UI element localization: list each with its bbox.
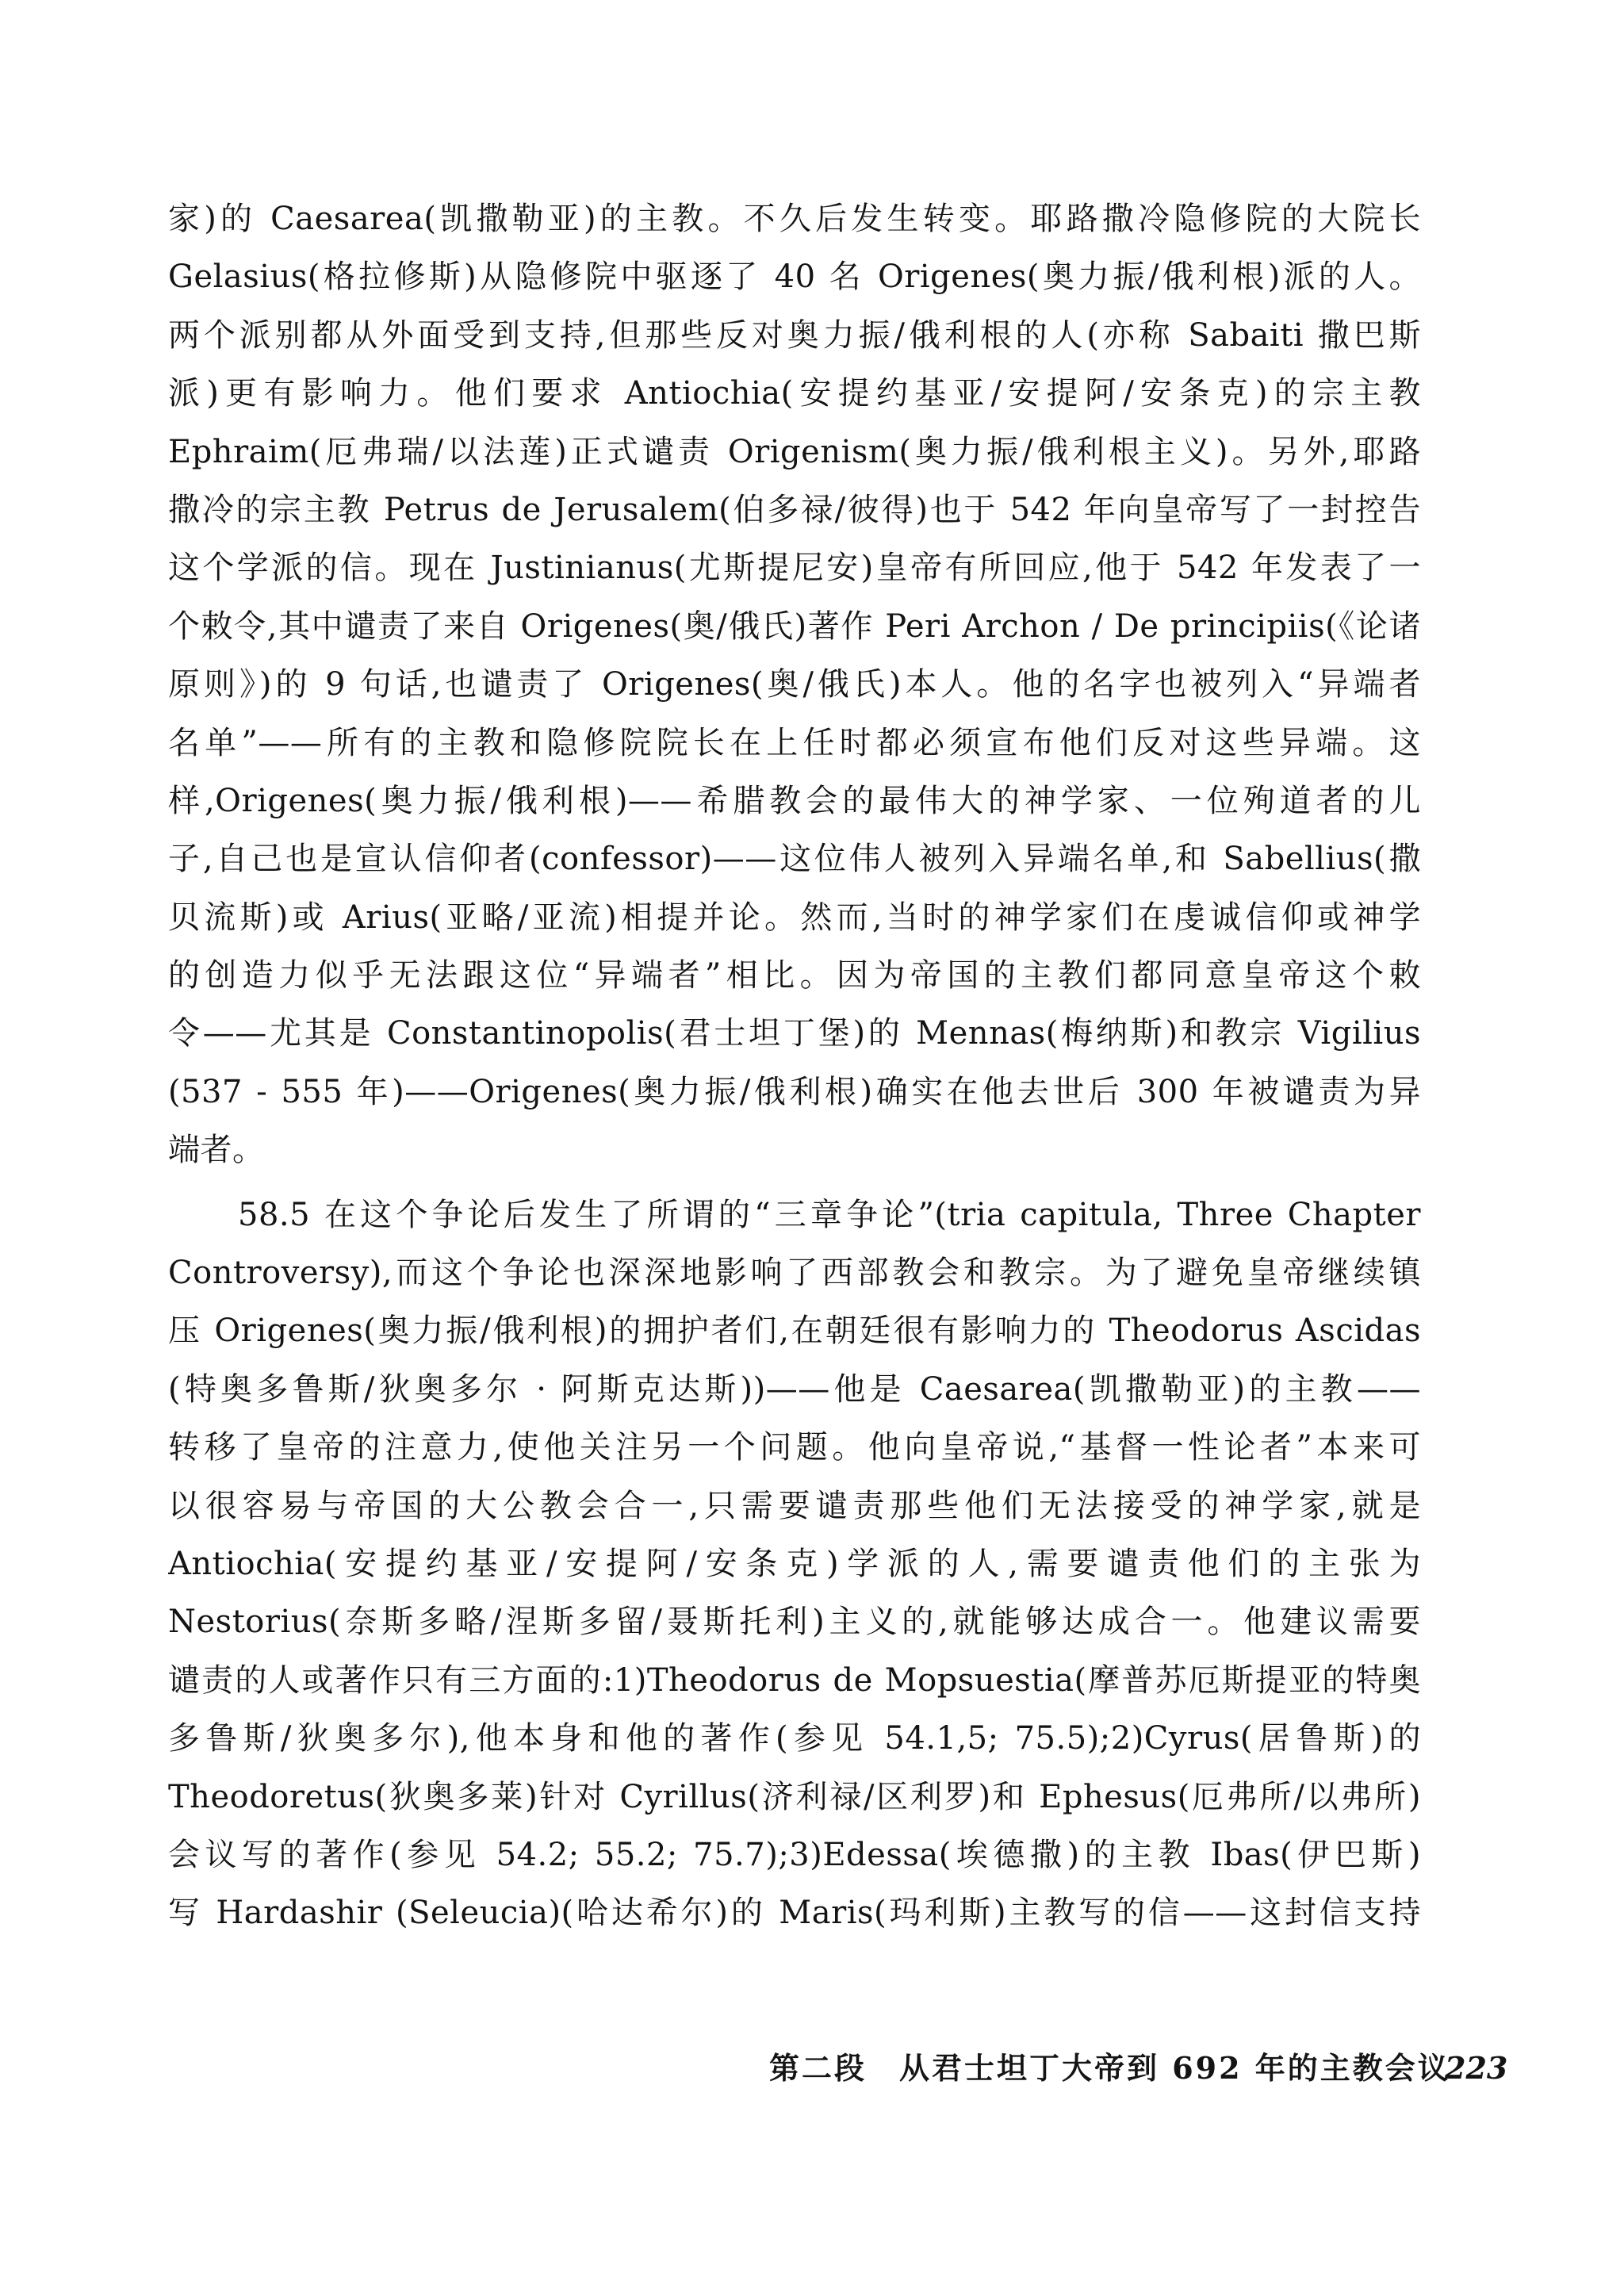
text-line-12: 子,自己也是宣认信仰者(confessor)——这位伟人被列入异端名单,和 Sabellius(撒 bbox=[168, 841, 1421, 878]
text-line-10: 名单”——所有的主教和隐修院院长在上任时都必须宣布他们反对这些异端。这 bbox=[168, 724, 1421, 761]
page-footer bbox=[769, 2044, 1508, 2092]
text-line-28: Theodoretus(狄奥多莱)针对 Cyrillus(济利禄/区利罗)和 Ephesus(厄弗所/以弗所) bbox=[168, 1778, 1421, 1815]
text-line-2: Gelasius(格拉修斯)从隐修院中驱逐了 40 名 Origenes(奥力振/俄利根)派的人。 bbox=[168, 259, 1421, 296]
text-line-24: Antiochia(安提约基亚/安提阿/安条克)学派的人,需要谴责他们的主张为 bbox=[168, 1545, 1421, 1582]
text-line-20: 压 Origenes(奥力振/俄利根)的拥护者们,在朝廷很有影响力的 Theodorus Ascidas bbox=[168, 1313, 1421, 1350]
text-line-26: 谴责的人或著作只有三方面的:1)Theodorus de Mopsuestia(摩普苏厄斯提亚的特奥 bbox=[168, 1661, 1421, 1699]
running-head: 第二段 从君士坦丁大帝到 692 年的主教会议 bbox=[769, 2050, 1450, 2086]
text-line-23: 以很容易与帝国的大公教会合一,只需要谴责那些他们无法接受的神学家,就是 bbox=[168, 1487, 1421, 1524]
text-line-25: Nestorius(奈斯多略/涅斯多留/聂斯托利)主义的,就能够达成合一。他建议需要 bbox=[168, 1604, 1421, 1641]
text-line-30: 写 Hardashir (Seleucia)(哈达希尔)的 Maris(玛利斯)主教写的信——这封信支持 bbox=[168, 1895, 1421, 1932]
text-line-1: 家)的 Caesarea(凯撒勒亚)的主教。不久后发生转变。耶路撒冷隐修院的大院长 bbox=[168, 201, 1421, 237]
text-line-16: (537 - 555 年)——Origenes(奥力振/俄利根)确实在他去世后 300 年被谴责为异 bbox=[168, 1073, 1421, 1110]
text-line-14: 的创造力似乎无法跟这位“异端者”相比。因为帝国的主教们都同意皇帝这个敕 bbox=[168, 957, 1421, 994]
text-line-29: 会议写的著作(参见 54.2; 55.2; 75.7);3)Edessa(埃德撒)的主教 Ibas(伊巴斯) bbox=[168, 1836, 1421, 1873]
text-line-15: 令——尤其是 Constantinopolis(君士坦丁堡)的 Mennas(梅纳斯)和教宗 Vigilius bbox=[168, 1015, 1421, 1052]
text-line-13: 贝流斯)或 Arius(亚略/亚流)相提并论。然而,当时的神学家们在虔诚信仰或神学 bbox=[168, 899, 1421, 936]
text-line-19: Controversy),而这个争论也深深地影响了西部教会和教宗。为了避免皇帝继续镇 bbox=[168, 1255, 1421, 1292]
text-line-3: 两个派别都从外面受到支持,但那些反对奥力振/俄利根的人(亦称 Sabaiti 撒巴斯 bbox=[168, 316, 1421, 354]
text-line-5: Ephraim(厄弗瑞/以法莲)正式谴责 Origenism(奥力振/俄利根主义)。另外,耶路 bbox=[168, 433, 1421, 470]
text-line-9: 原则》)的 9 句话,也谴责了 Origenes(奥/俄氏)本人。他的名字也被列入“异端者 bbox=[168, 666, 1421, 703]
text-line-27: 多鲁斯/狄奥多尔),他本身和他的著作(参见 54.1,5; 75.5);2)Cyrus(居鲁斯)的 bbox=[168, 1720, 1421, 1757]
text-line-7: 这个学派的信。现在 Justinianus(尤斯提尼安)皇帝有所回应,他于 542 年发表了一 bbox=[168, 550, 1421, 587]
text-line-18: 58.5 在这个争论后发生了所谓的“三章争论”(tria capitula, Three Chapter bbox=[238, 1196, 1421, 1233]
text-line-22: 转移了皇帝的注意力,使他关注另一个问题。他向皇帝说,“基督一性论者”本来可 bbox=[168, 1429, 1421, 1466]
text-line-4: 派)更有影响力。他们要求 Antiochia(安提约基亚/安提阿/安条克)的宗主教 bbox=[168, 375, 1421, 412]
text-line-8: 个敕令,其中谴责了来自 Origenes(奥/俄氏)著作 Peri Archon / De principiis(《论诸 bbox=[168, 607, 1421, 645]
text-line-21: (特奥多鲁斯/狄奥多尔 · 阿斯克达斯))——他是 Caesarea(凯撒勒亚)的主教—— bbox=[168, 1370, 1421, 1408]
text-line-11: 样,Origenes(奥力振/俄利根)——希腊教会的最伟大的神学家、一位殉道者的儿 bbox=[168, 782, 1421, 819]
text-line-17: 端者。 bbox=[168, 1132, 265, 1169]
text-line-6: 撒冷的宗主教 Petrus de Jerusalem(伯多禄/彼得)也于 542 年向皇帝写了一封控告 bbox=[168, 491, 1421, 528]
body-text bbox=[168, 190, 1421, 1943]
page-number: 223 bbox=[1445, 2050, 1508, 2086]
